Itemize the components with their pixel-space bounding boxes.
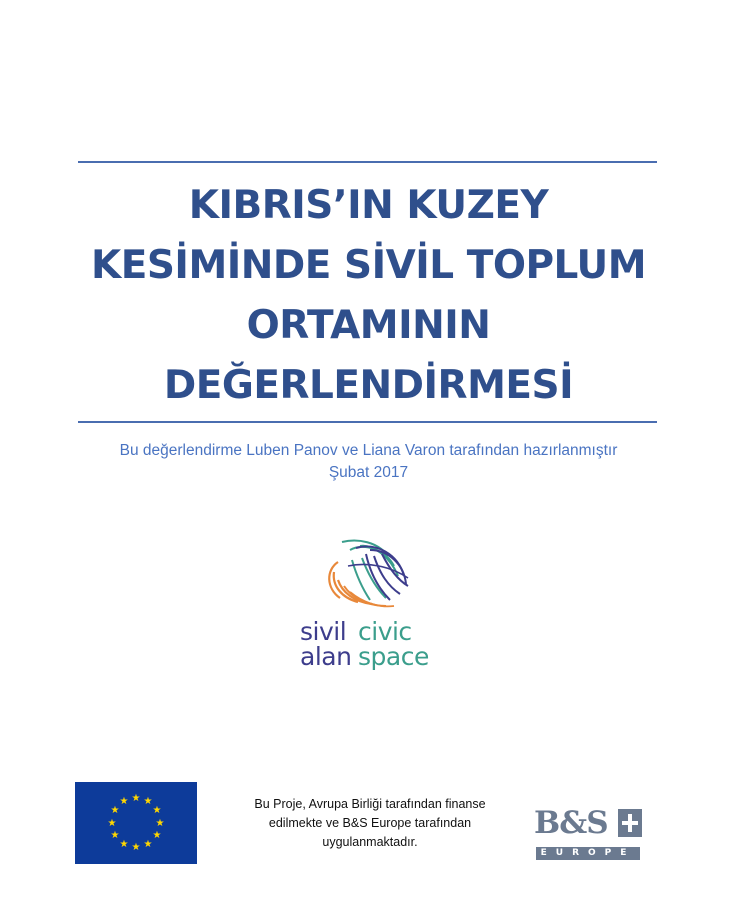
svg-text:★: ★	[143, 839, 153, 850]
bs-logo-europe: EUROPE	[536, 847, 640, 860]
logo-word-civic: civic	[358, 617, 412, 646]
date-line: Şubat 2017	[328, 464, 409, 481]
svg-text:★: ★	[143, 796, 153, 807]
svg-text:★: ★	[110, 830, 120, 841]
funding-line-1: Bu Proje, Avrupa Birliği tarafından finanse	[254, 797, 486, 811]
bottom-divider	[78, 421, 657, 423]
report-title	[40, 176, 697, 416]
svg-text:★: ★	[131, 793, 141, 804]
svg-text:★: ★	[107, 818, 117, 829]
logo-word-space: space	[358, 642, 429, 671]
funding-line-2: edilmekte ve B&S Europe tarafından	[268, 816, 472, 830]
title-line-2: KESİMİNDE SİVİL TOPLUM	[90, 243, 646, 288]
top-divider	[78, 161, 657, 163]
authors-line: Bu değerlendirme Luben Panov ve Liana Varon tarafından hazırlanmıştır	[119, 442, 618, 459]
logo-word-alan: alan	[300, 642, 352, 671]
cross-icon	[618, 809, 642, 837]
bs-logo-text: B&S	[534, 805, 608, 841]
svg-text:★: ★	[152, 805, 162, 816]
eu-stars-icon	[75, 782, 197, 864]
logo-word-sivil: sivil	[300, 617, 347, 646]
bs-europe-logo	[534, 805, 644, 865]
svg-text:★: ★	[152, 830, 162, 841]
title-line-3: ORTAMININ	[246, 303, 491, 348]
funding-statement	[225, 795, 515, 852]
svg-text:★: ★	[110, 805, 120, 816]
title-line-4: DEĞERLENDİRMESİ	[163, 363, 574, 408]
subtitle-block	[40, 440, 697, 484]
globe-swirl-icon	[290, 536, 460, 622]
funding-line-3: uygulanmaktadır.	[322, 835, 418, 849]
sivil-alan-civic-space-logo	[290, 536, 460, 676]
title-line-1: KIBRIS’IN KUZEY	[188, 183, 549, 228]
svg-text:★: ★	[131, 842, 141, 853]
eu-flag-icon	[75, 782, 197, 864]
svg-text:★: ★	[119, 839, 129, 850]
svg-text:★: ★	[155, 818, 165, 829]
svg-text:★: ★	[119, 796, 129, 807]
